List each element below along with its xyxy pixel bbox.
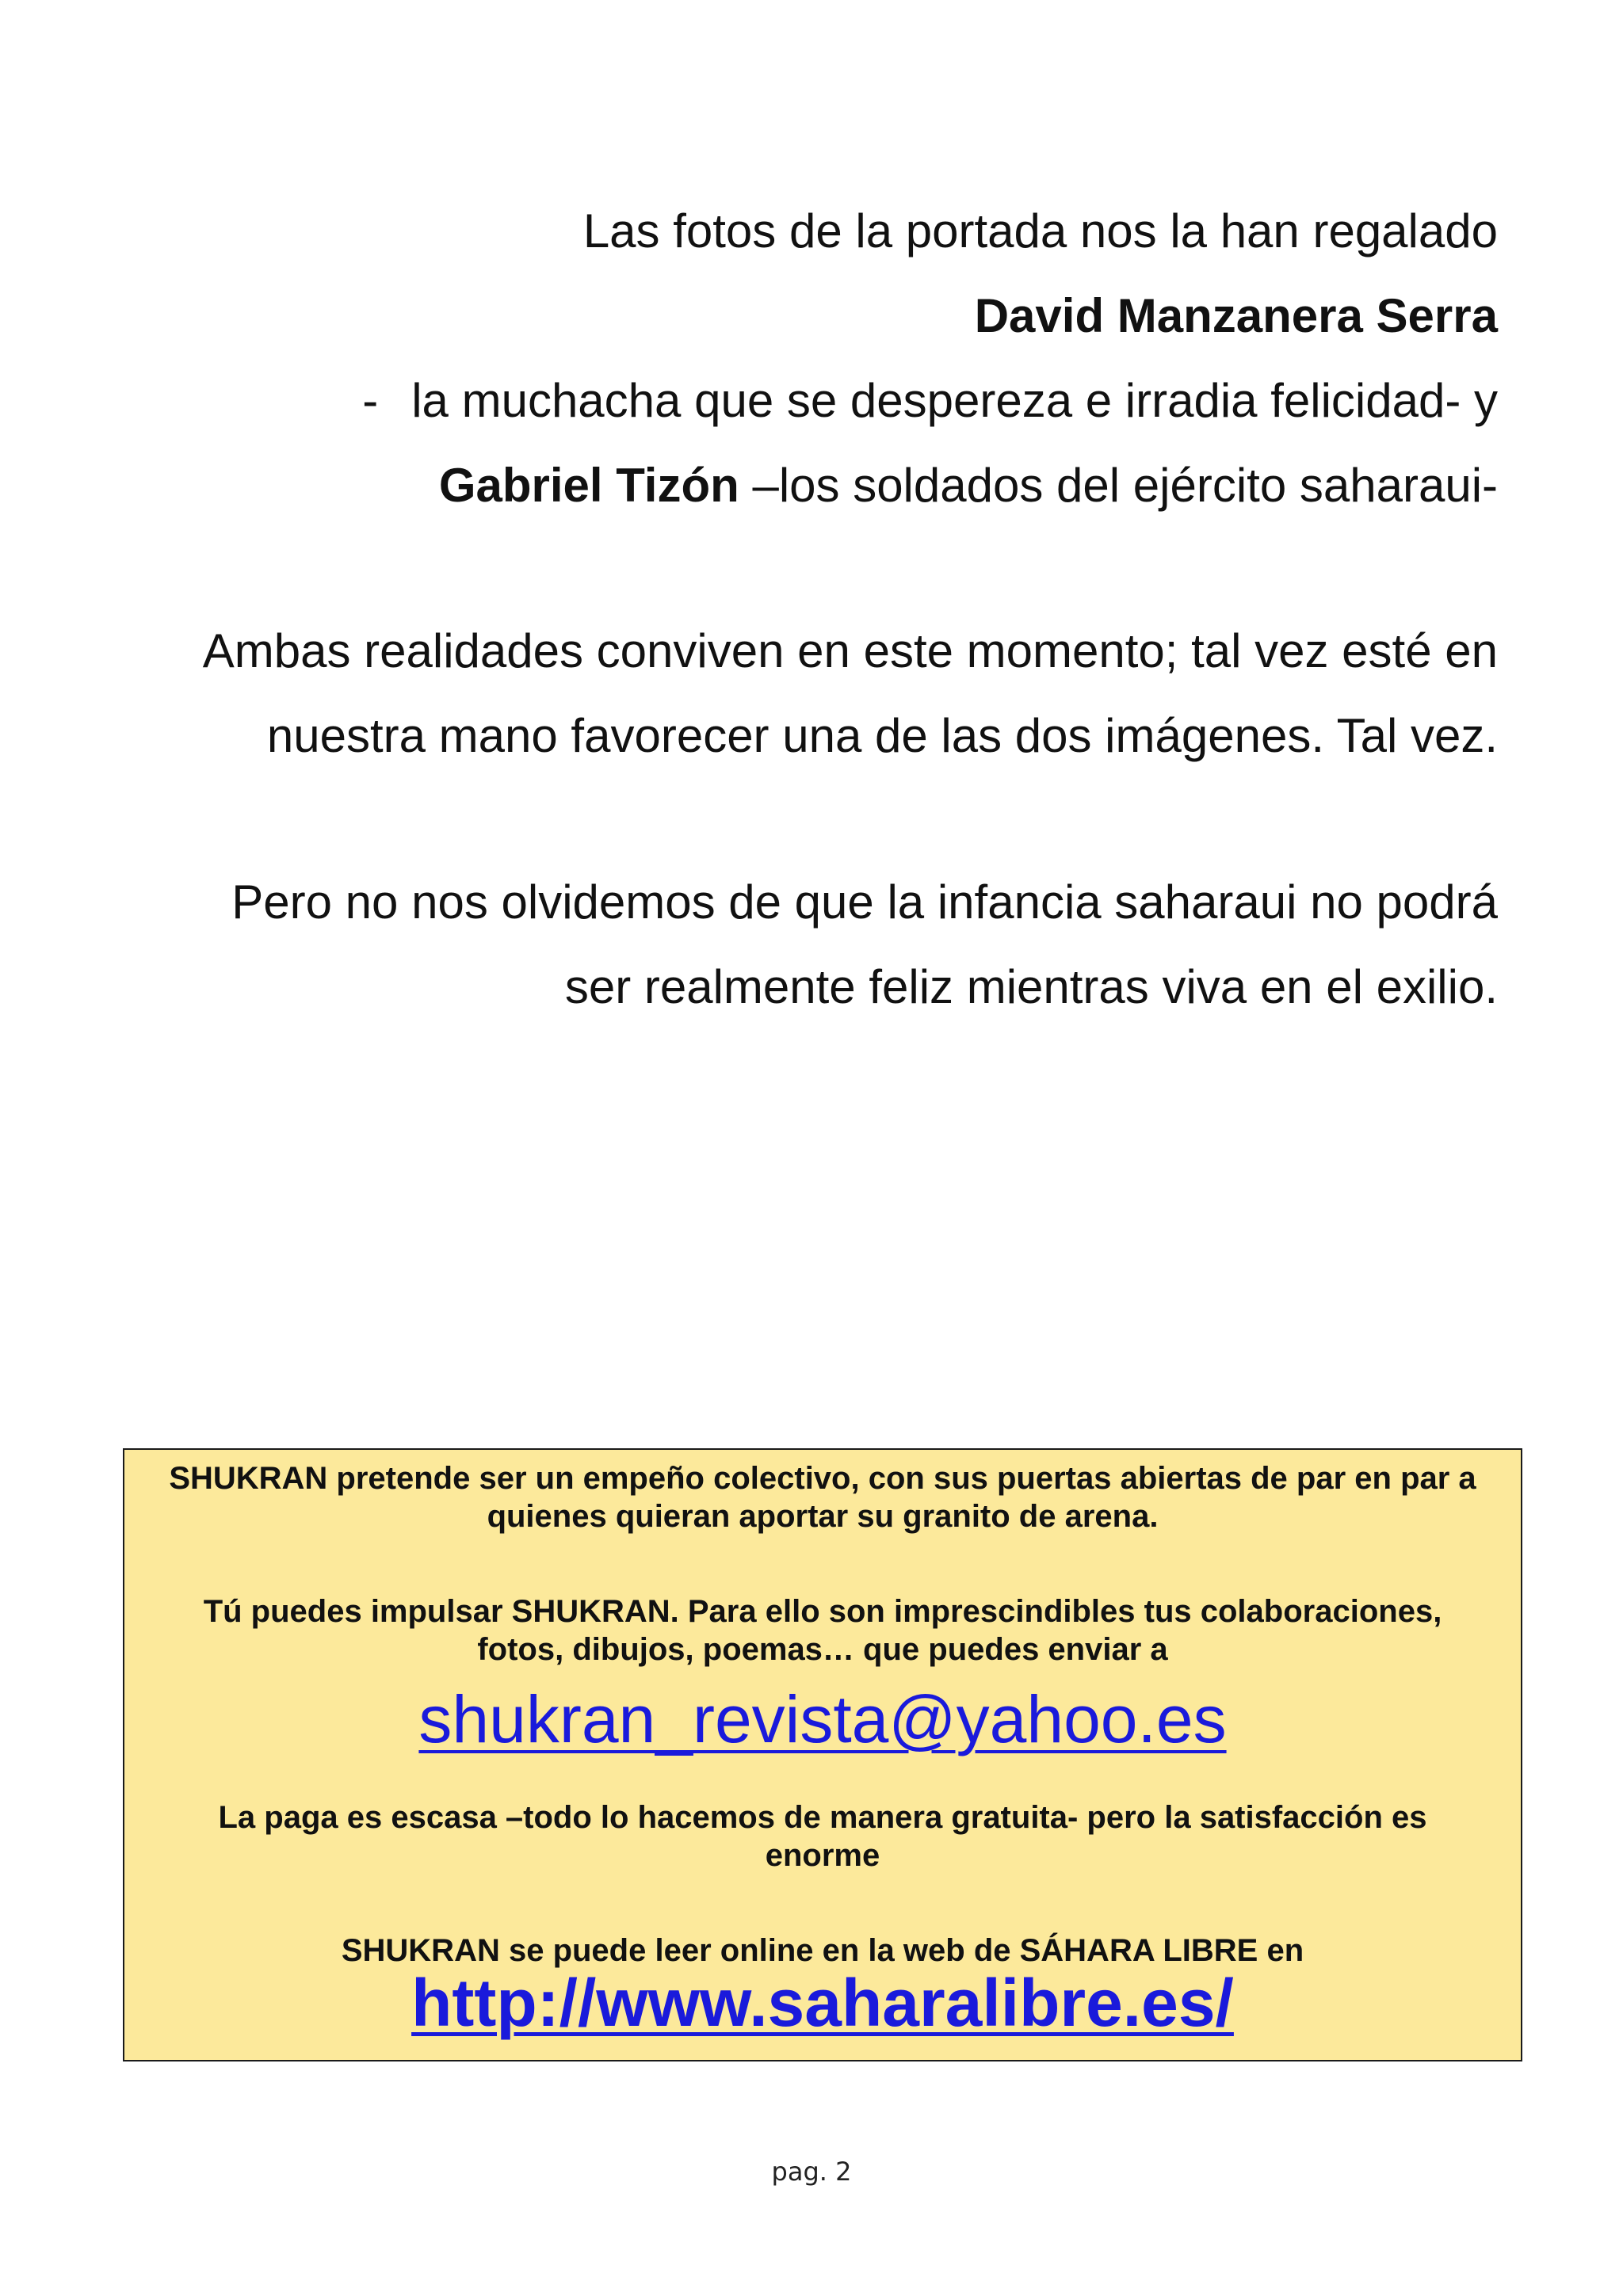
box-p3-line-2: enorme — [765, 1838, 880, 1873]
box-p1-line-1: SHUKRAN pretende ser un empeño colectivo, con sus puertas abiertas de par en par a — [169, 1461, 1476, 1496]
box-p2-line-1: Tú puedes impulsar SHUKRAN. Para ello son imprescindibles tus colaboraciones, — [203, 1594, 1442, 1629]
credits-line-1: Las fotos de la portada nos la han regalado — [582, 204, 1498, 257]
box-paragraph-contribute — [124, 1592, 1521, 1669]
photo-credits — [151, 189, 1498, 528]
paragraph-exile — [151, 860, 1498, 1029]
website-link[interactable]: http://www.saharalibre.es/ — [411, 1966, 1234, 2040]
box-paragraph-collective — [124, 1459, 1521, 1535]
credits-line-3-text: la muchacha que se despereza e irradia felicidad- y — [411, 374, 1498, 427]
credits-line-3 — [151, 358, 1498, 443]
credits-line-4 — [151, 443, 1498, 528]
box-p1-line-2: quienes quieran aportar su granito de arena. — [487, 1499, 1159, 1534]
box-p3-line-1: La paga es escasa –todo lo hacemos de manera gratuita- pero la satisfacción es — [218, 1800, 1427, 1835]
box-paragraph-pay — [124, 1798, 1521, 1875]
box-p4-line-1: SHUKRAN se puede leer online en la web de SÁHARA LIBRE en — [341, 1933, 1304, 1968]
paragraph-1-line-1: Ambas realidades conviven en este momento; tal vez esté en — [202, 624, 1498, 677]
contribution-info-box — [123, 1448, 1522, 2061]
box-p2-line-2: fotos, dibujos, poemas… que puedes enviar a — [477, 1632, 1168, 1667]
credits-line-4-text: –los soldados del ejército saharaui- — [739, 459, 1498, 512]
page-number: pag. 2 — [771, 2157, 852, 2187]
photographer-name-1: David Manzanera Serra — [974, 289, 1498, 342]
paragraph-realities — [151, 608, 1498, 778]
list-dash: - — [362, 374, 379, 427]
email-link[interactable]: shukran_revista@yahoo.es — [418, 1682, 1227, 1756]
paragraph-2-line-1: Pero no nos olvidemos de que la infancia saharaui no podrá — [231, 875, 1498, 929]
paragraph-2-line-2: ser realmente feliz mientras viva en el exilio. — [564, 960, 1498, 1013]
photographer-name-2: Gabriel Tizón — [438, 459, 739, 512]
paragraph-1-line-2: nuestra mano favorecer una de las dos imágenes. Tal vez. — [266, 709, 1498, 762]
